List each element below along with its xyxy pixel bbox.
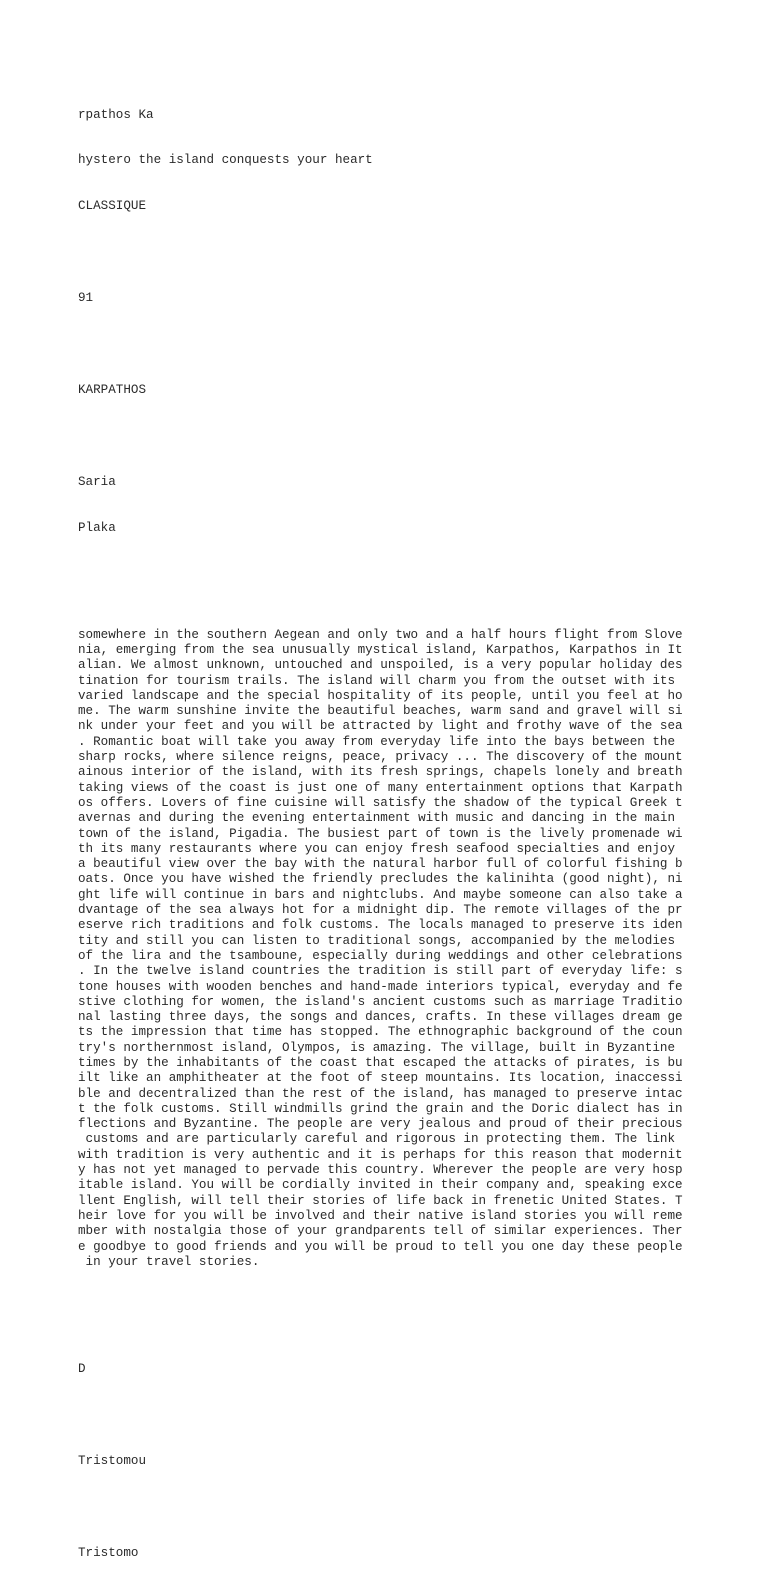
body-line: y has not yet managed to pervade this country. Wherever the people are very hosp: [78, 1163, 683, 1178]
body-line: heir love for you will be involved and their native island stories you will reme: [78, 1208, 683, 1223]
spacer: [78, 429, 758, 444]
body-line: os offers. Lovers of fine cuisine will satisfy the shadow of the typical Greek t: [78, 795, 683, 810]
body-line: ts the impression that time has stopped. The ethnographic background of the coun: [78, 1025, 683, 1040]
spacer: [78, 337, 758, 352]
body-line: oats. Once you have wished the friendly precludes the kalinihta (good night), ni: [78, 872, 683, 887]
body-line: mber with nostalgia those of your grandparents tell of similar experiences. Ther: [78, 1224, 683, 1239]
body-line: try's northernmost island, Olympos, is amazing. The village, built in Byzantine: [78, 1040, 676, 1055]
body-line: dvantage of the sea always hot for a midnight dip. The remote villages of the pr: [78, 903, 683, 918]
place-label: Saria: [78, 474, 116, 489]
body-line: town of the island, Pigadia. The busiest part of town is the lively promenade wi: [78, 826, 683, 841]
body-line: tination for tourism trails. The island will charm you from the outset with its: [78, 673, 676, 688]
place-label: Plaka: [78, 520, 116, 535]
body-line: t the folk customs. Still windmills grind the grain and the Doric dialect has in: [78, 1101, 683, 1116]
body-line: customs and are particularly careful and rigorous in protecting them. The link: [78, 1132, 676, 1147]
body-line: times by the inhabitants of the coast that escaped the attacks of pirates, is bu: [78, 1056, 683, 1070]
body-line: taking views of the coast is just one of many entertainment options that Karpath: [78, 780, 683, 795]
body-line: me. The warm sunshine invite the beautiful beaches, warm sand and gravel will si: [78, 704, 683, 719]
footer-label: D: [78, 1361, 86, 1376]
body-line: ble and decentralized than the rest of the island, has managed to preserve intac: [78, 1086, 683, 1101]
body-line: a beautiful view over the bay with the natural harbor full of colorful fishing b: [78, 857, 683, 872]
page-number: 91: [78, 291, 94, 306]
body-line: tone houses with wooden benches and hand-made interiors typical, everyday and fe: [78, 979, 683, 994]
body-line: ainous interior of the island, with its fresh springs, chapels lonely and breath: [78, 765, 683, 780]
body-line: somewhere in the southern Aegean and only two and a half hours flight from Slove: [78, 627, 683, 642]
body-line: eserve rich traditions and folk customs. The locals managed to preserve its iden: [78, 918, 683, 933]
body-line: . Romantic boat will take you away from everyday life into the bays between the: [78, 734, 676, 749]
body-line: llent English, will tell their stories of life back in frenetic United States. T: [78, 1193, 683, 1208]
body-line: of the lira and the tsamboune, especially during weddings and other celebrations: [78, 948, 683, 963]
body-line: ght life will continue in bars and nightclubs. And maybe someone can also take a: [78, 887, 683, 902]
section-title: KARPATHOS: [78, 382, 147, 397]
header-line-3: CLASSIQUE: [78, 199, 147, 214]
body-line: avernas and during the evening entertainment with music and dancing in the main: [78, 811, 676, 826]
spacer: [78, 1408, 758, 1423]
spacer: [78, 567, 758, 582]
body-line: tity and still you can listen to traditional songs, accompanied by the melodies: [78, 933, 676, 948]
body-line: nal lasting three days, the songs and dances, crafts. In these villages dream ge: [78, 1010, 683, 1025]
body-line: nk under your feet and you will be attracted by light and frothy wave of the sea: [78, 719, 683, 734]
header-line-2: hystero the island conquests your heart: [78, 153, 373, 168]
footer-label: Tristomo: [78, 1545, 139, 1560]
header-line-1: rpathos Ka: [78, 107, 154, 122]
body-line: . In the twelve island countries the tradition is still part of everyday life: s: [78, 964, 683, 979]
body-line: varied landscape and the special hospitality of its people, until you feel at ho: [78, 688, 683, 703]
spacer: [78, 1316, 758, 1331]
body-line: e goodbye to good friends and you will be proud to tell you one day these people: [78, 1239, 683, 1254]
body-line: th its many restaurants where you can enjoy fresh seafood specialties and enjoy: [78, 841, 676, 856]
body-line: stive clothing for women, the island's ancient customs such as marriage Traditio: [78, 994, 683, 1009]
spacer: [78, 1500, 758, 1515]
body-line: in your travel stories.: [78, 1254, 260, 1269]
spacer: [78, 245, 758, 260]
body-line: nia, emerging from the sea unusually mystical island, Karpathos, Karpathos in It: [78, 642, 683, 657]
footer-label: Tristomou: [78, 1453, 147, 1468]
body-line: sharp rocks, where silence reigns, peace, privacy ... The discovery of the mount: [78, 750, 683, 765]
body-line: with tradition is very authentic and it is perhaps for this reason that modernit: [78, 1147, 683, 1162]
body-line: ilt like an amphitheater at the foot of steep mountains. Its location, inaccessi: [78, 1071, 683, 1086]
body-line: flections and Byzantine. The people are very jealous and proud of their precious: [78, 1117, 683, 1132]
document-page: [78, 77, 758, 1576]
body-line: alian. We almost unknown, untouched and unspoiled, is a very popular holiday des: [78, 658, 683, 673]
body-line: itable island. You will be cordially invited in their company and, speaking exce: [78, 1178, 683, 1193]
body-text: [78, 628, 758, 1270]
